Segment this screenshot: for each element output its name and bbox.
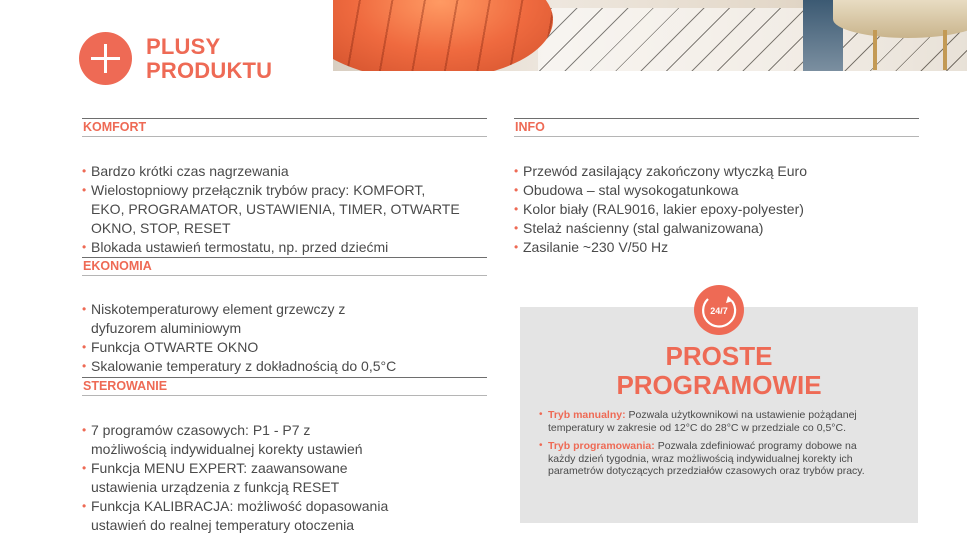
list-item: EKO, PROGRAMATOR, USTAWIENIA, TIMER, OTWARTE (91, 201, 460, 217)
section-sterowanie (82, 377, 487, 535)
section-title: EKONOMIA (82, 257, 487, 276)
list-item: • Stelaż naścienny (stal galwanizowana) (514, 219, 919, 238)
svg-text:24/7: 24/7 (710, 306, 728, 316)
section-komfort (82, 118, 487, 257)
list-item: • Bardzo krótki czas nagrzewania (82, 162, 487, 181)
list-item: • Kolor biały (RAL9016, lakier epoxy-polyester) (514, 200, 919, 219)
section-title: INFO (514, 118, 919, 137)
list-item: • Zasilanie ~230 V/50 Hz (514, 238, 919, 257)
list-item: • Blokada ustawień termostatu, np. przed dziećmi (82, 238, 487, 257)
product-photo (333, 0, 967, 71)
list-item: dyfuzorem aluminiowym (91, 320, 242, 336)
plus-icon (79, 32, 132, 85)
list-item: • Funkcja MENU EXPERT: zaawansowane (82, 459, 487, 478)
section-title: KOMFORT (82, 118, 487, 137)
list-item: OKNO, STOP, RESET (91, 220, 231, 236)
list-item: ustawienia urządzenia z funkcją RESET (91, 479, 340, 495)
section-title: STEROWANIE (82, 377, 487, 396)
mode-programming: • Tryb programowania: Pozwala zdefiniować programy dobowe na każdy dzień tygodnia, wraz możliwością indywidualnej korekty ich parametrów dotyczących przedziałów czasowych oraz trybów pracy. (537, 440, 877, 478)
programming-modes (537, 409, 877, 484)
feature-list (82, 300, 487, 376)
list-item: • Przewód zasilający zakończony wtyczką Euro (514, 162, 919, 181)
list-item: • 7 programów czasowych: P1 - P7 z (82, 421, 487, 440)
page-title: PLUSY PRODUKTU (146, 34, 273, 83)
list-item: ustawień do realnej temperatury otoczenia (91, 517, 355, 533)
list-item: • Niskotemperaturowy element grzewczy z (82, 300, 487, 319)
section-info (514, 118, 919, 257)
list-item: • Skalowanie temperatury z dokładnością do 0,5°C (82, 357, 487, 376)
feature-list (82, 421, 487, 535)
programming-title: PROSTE PROGRAMOWIE (616, 341, 822, 400)
list-item: możliwością indywidualnej korekty ustawień (91, 441, 363, 457)
list-item: • Funkcja KALIBRACJA: możliwość dopasowania (82, 497, 487, 516)
list-item: • Obudowa – stal wysokogatunkowa (514, 181, 919, 200)
feature-list (514, 162, 919, 257)
list-item: • Funkcja OTWARTE OKNO (82, 338, 487, 357)
section-ekonomia (82, 257, 487, 376)
clock-24-7-icon (694, 285, 744, 335)
feature-list (82, 162, 487, 257)
mode-manual: • Tryb manualny: Pozwala użytkownikowi na ustawienie pożądanej temperatury w zakresie od 12°C do 28°C w przedziale co 0,5°C. (537, 409, 877, 434)
list-item: • Wielostopniowy przełącznik trybów pracy: KOMFORT, (82, 181, 487, 200)
